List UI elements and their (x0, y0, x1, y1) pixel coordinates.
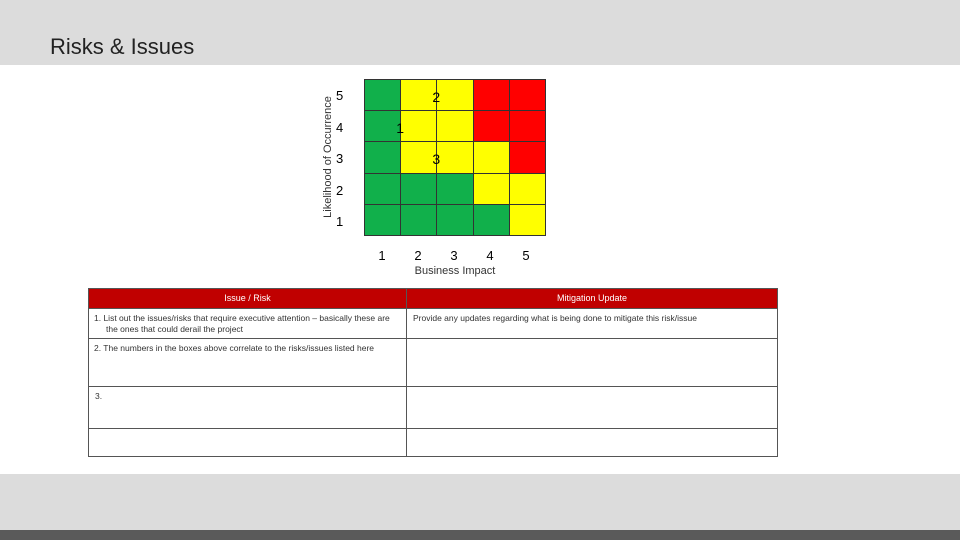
table-cell-issue-2[interactable]: 2. The numbers in the boxes above correlate to the risks/issues listed here (94, 343, 375, 353)
matrix-cell-l1-i5 (510, 205, 545, 235)
matrix-cell-l1-i3 (437, 205, 472, 235)
y-tick-2: 2 (336, 183, 344, 198)
table-cell-issue-4[interactable] (89, 429, 406, 457)
table-cell-issue-3[interactable]: 3. (95, 391, 103, 401)
matrix-cell-l4-i2 (396, 111, 436, 141)
footer-band (0, 474, 960, 530)
matrix-cell-l2-i3 (437, 174, 472, 204)
header-mitigation-update: Mitigation Update (407, 289, 777, 308)
risk-matrix-grid (364, 79, 546, 236)
matrix-cell-l3-i1 (365, 142, 400, 172)
matrix-cell-l1-i1 (365, 205, 400, 235)
y-tick-4: 4 (336, 120, 344, 135)
table-cell-mitigation-3[interactable] (407, 387, 777, 428)
header-issue-risk: Issue / Risk (89, 289, 406, 308)
x-tick-1: 1 (378, 248, 386, 263)
matrix-cell-l4-i4 (474, 111, 509, 141)
matrix-cell-l5-i4 (474, 80, 509, 110)
y-tick-3: 3 (336, 151, 344, 166)
risk-marker: 3 (432, 151, 441, 168)
matrix-cell-l3-i2 (401, 142, 436, 172)
matrix-cell-l3-i4 (474, 142, 509, 172)
slide-title: Risks & Issues (50, 34, 195, 59)
matrix-cell-l5-i5 (510, 80, 545, 110)
x-axis-label: Business Impact (414, 265, 496, 277)
x-tick-5: 5 (522, 248, 530, 263)
x-tick-3: 3 (450, 248, 458, 263)
table-cell-mitigation-2[interactable] (407, 339, 777, 386)
table-cell-mitigation-4[interactable] (407, 429, 777, 457)
matrix-cell-l3-i5 (510, 142, 545, 172)
matrix-cell-l2-i5 (510, 174, 545, 204)
matrix-cell-l4-i3 (437, 111, 472, 141)
y-tick-5: 5 (336, 88, 344, 103)
y-tick-1: 1 (336, 214, 344, 229)
matrix-cell-l1-i2 (401, 205, 436, 235)
risks-table (88, 288, 778, 457)
matrix-cell-l5-i3 (432, 80, 472, 110)
matrix-cell-l4-i1 (365, 111, 400, 141)
x-tick-4: 4 (486, 248, 494, 263)
matrix-cell-l5-i1 (365, 80, 400, 110)
table-cell-mitigation-1[interactable]: Provide any updates regarding what is being done to mitigate this risk/issue (413, 313, 697, 323)
risk-marker: 2 (432, 89, 441, 105)
matrix-cell-l1-i4 (474, 205, 509, 235)
matrix-cell-l5-i2 (401, 80, 436, 110)
matrix-cell-l2-i2 (401, 174, 436, 204)
table-cell-issue-1[interactable]: 1. List out the issues/risks that require executive attention – basically these are the ones that could derail the project (94, 313, 390, 334)
footer-strip (0, 530, 960, 540)
risk-marker: 1 (396, 120, 404, 137)
matrix-cell-l2-i4 (474, 174, 509, 204)
x-tick-2: 2 (414, 248, 422, 263)
matrix-cell-l2-i1 (365, 174, 400, 204)
y-axis-label: Likelihood of Occurrence (322, 96, 334, 218)
matrix-cell-l4-i5 (510, 111, 545, 141)
matrix-cell-l3-i3 (432, 142, 472, 172)
